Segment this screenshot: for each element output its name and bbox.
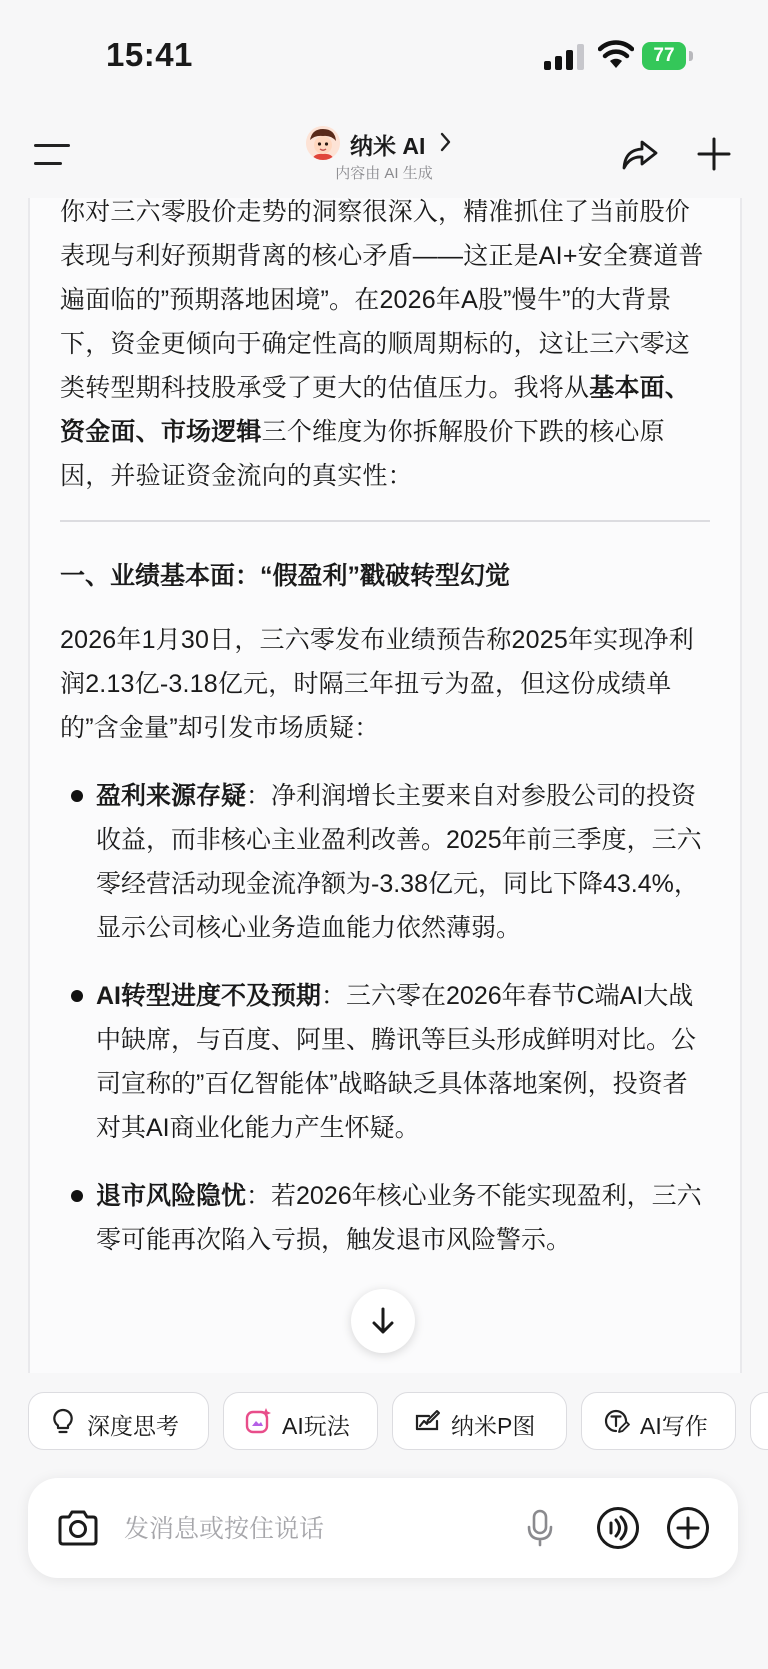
chip-ai-play[interactable] [223, 1392, 378, 1450]
bullet-title: AI转型进度不及预期 [96, 982, 322, 1010]
bullet-title: 盈利来源存疑 [96, 782, 247, 810]
chip-nami-p-image[interactable] [392, 1392, 567, 1450]
intro-separator: 、 [135, 418, 161, 446]
bullet-list [60, 774, 710, 1262]
chat-title: 纳米 AI [350, 133, 426, 159]
divider [60, 520, 710, 522]
intro-keyword: 资金面 [60, 418, 136, 446]
section-paragraph: 2026年1月30日，三六零发布业绩预告称2025年实现净利润2.13亿-3.18亿元，时隔三年扭亏为盈，但这份成绩单的”含金量”却引发市场质疑： [60, 626, 694, 742]
battery-level: 77 [653, 45, 675, 66]
writing-icon [602, 1407, 630, 1435]
list-item [60, 1174, 710, 1262]
bullet-dot [71, 1190, 83, 1202]
intro-separator: 、 [664, 374, 691, 402]
intro-keyword: 市场逻辑 [160, 418, 262, 446]
bullet-text: ：若2026年核心业务不能实现盈利，三六零可能再次陷入亏损，触发退市风险警示。 [96, 1182, 702, 1254]
microphone-icon[interactable] [526, 1508, 554, 1548]
assistant-message [28, 198, 742, 1373]
bullet-text: ：净利润增长主要来自对参股公司的投资收益，而非核心主业盈利改善。2025年前三季度，三六零经营活动现金流净额为-3.38亿元，同比下降43.4%，显示公司核心业务造血能力依然薄弱。 [96, 782, 702, 942]
chip-deep-thinking[interactable] [28, 1392, 209, 1450]
message-input-bar [28, 1478, 738, 1578]
message-content [60, 198, 710, 1286]
intro-paragraph [60, 198, 710, 498]
intro-text: 三个维度为你拆解股价下跌的核心原因，并验证资金流向的真实性： [60, 418, 665, 490]
chip-label: AI写作 [640, 1413, 708, 1439]
quick-actions-bar [0, 1392, 768, 1454]
chip-label: 纳米P图 [451, 1413, 536, 1439]
ai-generated-note: 内容由 AI 生成 [335, 165, 433, 182]
list-item [60, 774, 710, 950]
voice-call-icon[interactable] [596, 1506, 640, 1550]
plus-icon[interactable] [696, 136, 732, 172]
avatar [306, 126, 340, 160]
chip-ai-writing[interactable] [581, 1392, 736, 1450]
battery-icon [642, 42, 694, 72]
chip-label: 深度思考 [87, 1413, 179, 1439]
wifi-icon [598, 40, 634, 70]
status-time: 15:41 [106, 36, 193, 73]
intro-keyword: 基本面 [589, 374, 665, 402]
chevron-right-icon [436, 128, 456, 156]
sparkle-image-icon [244, 1407, 272, 1435]
bullet-dot [71, 990, 83, 1002]
message-input[interactable] [122, 1504, 486, 1554]
chat-header [0, 110, 768, 198]
scroll-to-bottom-button[interactable] [351, 1289, 415, 1353]
bullet-dot [71, 790, 83, 802]
chip-label: AI玩法 [282, 1413, 350, 1439]
list-item [60, 974, 710, 1150]
lightbulb-icon [49, 1407, 77, 1435]
image-edit-icon [413, 1407, 441, 1435]
status-bar [0, 0, 768, 110]
intro-text: 你对三六零股价走势的洞察很深入，精准抓住了当前股价表现与利好预期背离的核心矛盾——这正是AI+安全赛道普遍面临的”预期落地困境”。在2026年A股”慢牛”的大背景下，资金更倾向于确定性高的顺周期标的，这让三六零这类转型期科技股承受了更大的估值压力。我将从 [60, 198, 704, 402]
arrow-down-icon [368, 1306, 398, 1336]
share-icon[interactable] [620, 134, 660, 174]
signal-icon [544, 44, 584, 70]
bullet-text: ：三六零在2026年春节C端AI大战中缺席，与百度、阿里、腾讯等巨头形成鲜明对比。公司宣称的”百亿智能体”战略缺乏具体落地案例，投资者对其AI商业化能力产生怀疑。 [96, 982, 697, 1142]
add-circle-icon[interactable] [666, 1506, 710, 1550]
chip-more[interactable] [750, 1392, 768, 1450]
section-title: 一、业绩基本面：“假盈利”戳破转型幻觉 [60, 562, 511, 590]
camera-icon[interactable] [56, 1508, 100, 1548]
bullet-title: 退市风险隐忧 [96, 1182, 247, 1210]
